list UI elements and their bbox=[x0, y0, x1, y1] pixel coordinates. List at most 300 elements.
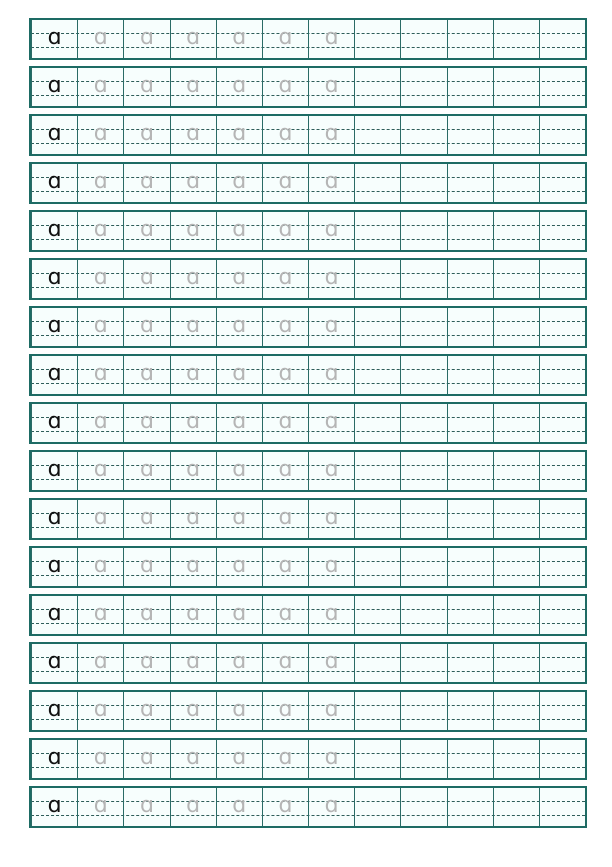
trace-letter: ɑ bbox=[278, 217, 293, 242]
trace-letter: ɑ bbox=[93, 697, 108, 722]
model-letter: ɑ bbox=[47, 361, 62, 386]
trace-letter-cell[interactable] bbox=[216, 116, 262, 154]
blank-writing-cell[interactable] bbox=[447, 644, 493, 682]
trace-letter: ɑ bbox=[186, 601, 201, 626]
trace-letter: ɑ bbox=[278, 793, 293, 818]
trace-letter: ɑ bbox=[93, 121, 108, 146]
trace-letter-cell[interactable] bbox=[216, 212, 262, 250]
trace-letter-cell[interactable] bbox=[77, 452, 123, 490]
trace-letter: ɑ bbox=[278, 409, 293, 434]
trace-letter-cell[interactable] bbox=[216, 740, 262, 778]
trace-letter-cell[interactable] bbox=[262, 692, 308, 730]
handwriting-practice-sheet bbox=[29, 18, 587, 834]
blank-writing-cell[interactable] bbox=[400, 740, 446, 778]
trace-letter-cell[interactable] bbox=[262, 68, 308, 106]
model-letter-cell[interactable] bbox=[31, 452, 77, 490]
blank-writing-cell[interactable] bbox=[447, 164, 493, 202]
trace-letter: ɑ bbox=[278, 601, 293, 626]
trace-letter: ɑ bbox=[186, 73, 201, 98]
trace-letter-cell[interactable] bbox=[123, 692, 169, 730]
trace-letter-cell[interactable] bbox=[170, 500, 216, 538]
trace-letter: ɑ bbox=[324, 553, 339, 578]
trace-letter: ɑ bbox=[186, 649, 201, 674]
trace-letter-cell[interactable] bbox=[262, 164, 308, 202]
trace-letter-cell[interactable] bbox=[123, 596, 169, 634]
blank-writing-cell[interactable] bbox=[400, 692, 446, 730]
blank-writing-cell[interactable] bbox=[539, 644, 585, 682]
trace-letter-cell[interactable] bbox=[216, 308, 262, 346]
model-letter-cell[interactable] bbox=[31, 308, 77, 346]
blank-writing-cell[interactable] bbox=[400, 788, 446, 826]
blank-writing-cell[interactable] bbox=[400, 356, 446, 394]
trace-letter-cell[interactable] bbox=[170, 788, 216, 826]
model-letter: ɑ bbox=[47, 121, 62, 146]
blank-writing-cell[interactable] bbox=[447, 596, 493, 634]
trace-letter: ɑ bbox=[324, 505, 339, 530]
trace-letter-cell[interactable] bbox=[262, 404, 308, 442]
blank-writing-cell[interactable] bbox=[354, 788, 400, 826]
trace-letter: ɑ bbox=[93, 169, 108, 194]
trace-letter-cell[interactable] bbox=[123, 356, 169, 394]
blank-writing-cell[interactable] bbox=[400, 260, 446, 298]
blank-writing-cell[interactable] bbox=[539, 452, 585, 490]
practice-row bbox=[29, 258, 587, 300]
trace-letter: ɑ bbox=[139, 601, 154, 626]
trace-letter-cell[interactable] bbox=[308, 212, 354, 250]
trace-letter-cell[interactable] bbox=[123, 20, 169, 58]
trace-letter: ɑ bbox=[139, 409, 154, 434]
trace-letter-cell[interactable] bbox=[77, 404, 123, 442]
trace-letter-cell[interactable] bbox=[262, 356, 308, 394]
trace-letter-cell[interactable] bbox=[123, 644, 169, 682]
practice-row bbox=[29, 162, 587, 204]
blank-writing-cell[interactable] bbox=[447, 260, 493, 298]
model-letter-cell[interactable] bbox=[31, 164, 77, 202]
trace-letter: ɑ bbox=[232, 553, 247, 578]
trace-letter: ɑ bbox=[324, 361, 339, 386]
blank-writing-cell[interactable] bbox=[493, 692, 539, 730]
blank-writing-cell[interactable] bbox=[493, 212, 539, 250]
trace-letter-cell[interactable] bbox=[123, 788, 169, 826]
trace-letter-cell[interactable] bbox=[216, 644, 262, 682]
practice-row bbox=[29, 402, 587, 444]
blank-writing-cell[interactable] bbox=[354, 212, 400, 250]
practice-row bbox=[29, 66, 587, 108]
trace-letter: ɑ bbox=[278, 169, 293, 194]
trace-letter: ɑ bbox=[278, 697, 293, 722]
trace-letter: ɑ bbox=[139, 505, 154, 530]
blank-writing-cell[interactable] bbox=[539, 356, 585, 394]
trace-letter-cell[interactable] bbox=[170, 20, 216, 58]
blank-writing-cell[interactable] bbox=[539, 212, 585, 250]
trace-letter-cell[interactable] bbox=[216, 68, 262, 106]
trace-letter-cell[interactable] bbox=[308, 548, 354, 586]
trace-letter: ɑ bbox=[278, 457, 293, 482]
blank-writing-cell[interactable] bbox=[493, 596, 539, 634]
model-letter: ɑ bbox=[47, 409, 62, 434]
trace-letter-cell[interactable] bbox=[262, 260, 308, 298]
blank-writing-cell[interactable] bbox=[447, 788, 493, 826]
blank-writing-cell[interactable] bbox=[493, 548, 539, 586]
model-letter-cell[interactable] bbox=[31, 548, 77, 586]
trace-letter: ɑ bbox=[186, 793, 201, 818]
trace-letter-cell[interactable] bbox=[170, 740, 216, 778]
blank-writing-cell[interactable] bbox=[539, 740, 585, 778]
trace-letter: ɑ bbox=[93, 457, 108, 482]
trace-letter-cell[interactable] bbox=[308, 644, 354, 682]
blank-writing-cell[interactable] bbox=[447, 500, 493, 538]
blank-writing-cell[interactable] bbox=[354, 356, 400, 394]
blank-writing-cell[interactable] bbox=[493, 500, 539, 538]
blank-writing-cell[interactable] bbox=[493, 20, 539, 58]
practice-row bbox=[29, 690, 587, 732]
trace-letter-cell[interactable] bbox=[123, 116, 169, 154]
trace-letter: ɑ bbox=[186, 409, 201, 434]
blank-writing-cell[interactable] bbox=[539, 500, 585, 538]
trace-letter-cell[interactable] bbox=[216, 452, 262, 490]
blank-writing-cell[interactable] bbox=[493, 452, 539, 490]
blank-writing-cell[interactable] bbox=[447, 404, 493, 442]
blank-writing-cell[interactable] bbox=[354, 740, 400, 778]
model-letter: ɑ bbox=[47, 553, 62, 578]
trace-letter: ɑ bbox=[324, 265, 339, 290]
practice-row bbox=[29, 114, 587, 156]
trace-letter-cell[interactable] bbox=[216, 500, 262, 538]
blank-writing-cell[interactable] bbox=[539, 404, 585, 442]
blank-writing-cell[interactable] bbox=[493, 308, 539, 346]
trace-letter: ɑ bbox=[186, 745, 201, 770]
trace-letter-cell[interactable] bbox=[170, 548, 216, 586]
trace-letter: ɑ bbox=[278, 553, 293, 578]
model-letter-cell[interactable] bbox=[31, 20, 77, 58]
practice-row bbox=[29, 546, 587, 588]
trace-letter-cell[interactable] bbox=[308, 356, 354, 394]
model-letter-cell[interactable] bbox=[31, 212, 77, 250]
trace-letter-cell[interactable] bbox=[170, 644, 216, 682]
blank-writing-cell[interactable] bbox=[493, 68, 539, 106]
model-letter-cell[interactable] bbox=[31, 788, 77, 826]
practice-row bbox=[29, 786, 587, 828]
trace-letter: ɑ bbox=[139, 313, 154, 338]
trace-letter-cell[interactable] bbox=[216, 596, 262, 634]
trace-letter-cell[interactable] bbox=[170, 356, 216, 394]
trace-letter-cell[interactable] bbox=[308, 788, 354, 826]
trace-letter-cell[interactable] bbox=[308, 692, 354, 730]
trace-letter-cell[interactable] bbox=[216, 356, 262, 394]
trace-letter-cell[interactable] bbox=[123, 500, 169, 538]
trace-letter-cell[interactable] bbox=[262, 548, 308, 586]
trace-letter-cell[interactable] bbox=[308, 596, 354, 634]
trace-letter: ɑ bbox=[324, 73, 339, 98]
trace-letter: ɑ bbox=[93, 745, 108, 770]
model-letter: ɑ bbox=[47, 217, 62, 242]
blank-writing-cell[interactable] bbox=[493, 164, 539, 202]
trace-letter: ɑ bbox=[232, 169, 247, 194]
trace-letter-cell[interactable] bbox=[308, 740, 354, 778]
trace-letter: ɑ bbox=[139, 25, 154, 50]
blank-writing-cell[interactable] bbox=[447, 356, 493, 394]
blank-writing-cell[interactable] bbox=[400, 404, 446, 442]
practice-row bbox=[29, 738, 587, 780]
trace-letter-cell[interactable] bbox=[216, 260, 262, 298]
model-letter: ɑ bbox=[47, 601, 62, 626]
blank-writing-cell[interactable] bbox=[447, 308, 493, 346]
model-letter: ɑ bbox=[47, 265, 62, 290]
trace-letter-cell[interactable] bbox=[308, 260, 354, 298]
trace-letter-cell[interactable] bbox=[216, 692, 262, 730]
model-letter: ɑ bbox=[47, 697, 62, 722]
blank-writing-cell[interactable] bbox=[400, 500, 446, 538]
blank-writing-cell[interactable] bbox=[354, 116, 400, 154]
blank-writing-cell[interactable] bbox=[400, 596, 446, 634]
model-letter-cell[interactable] bbox=[31, 356, 77, 394]
trace-letter: ɑ bbox=[232, 697, 247, 722]
model-letter-cell[interactable] bbox=[31, 116, 77, 154]
trace-letter: ɑ bbox=[324, 409, 339, 434]
trace-letter-cell[interactable] bbox=[77, 692, 123, 730]
trace-letter-cell[interactable] bbox=[262, 788, 308, 826]
trace-letter: ɑ bbox=[139, 649, 154, 674]
trace-letter: ɑ bbox=[232, 457, 247, 482]
trace-letter-cell[interactable] bbox=[77, 548, 123, 586]
blank-writing-cell[interactable] bbox=[400, 20, 446, 58]
trace-letter-cell[interactable] bbox=[123, 548, 169, 586]
trace-letter: ɑ bbox=[324, 745, 339, 770]
trace-letter-cell[interactable] bbox=[262, 500, 308, 538]
trace-letter: ɑ bbox=[324, 457, 339, 482]
blank-writing-cell[interactable] bbox=[400, 212, 446, 250]
trace-letter: ɑ bbox=[93, 361, 108, 386]
trace-letter: ɑ bbox=[232, 73, 247, 98]
trace-letter: ɑ bbox=[324, 217, 339, 242]
trace-letter: ɑ bbox=[232, 265, 247, 290]
blank-writing-cell[interactable] bbox=[493, 116, 539, 154]
practice-row bbox=[29, 498, 587, 540]
trace-letter-cell[interactable] bbox=[308, 452, 354, 490]
blank-writing-cell[interactable] bbox=[354, 260, 400, 298]
model-letter-cell[interactable] bbox=[31, 596, 77, 634]
trace-letter: ɑ bbox=[278, 313, 293, 338]
trace-letter-cell[interactable] bbox=[216, 20, 262, 58]
trace-letter: ɑ bbox=[232, 649, 247, 674]
trace-letter-cell[interactable] bbox=[77, 164, 123, 202]
trace-letter-cell[interactable] bbox=[262, 740, 308, 778]
blank-writing-cell[interactable] bbox=[447, 212, 493, 250]
blank-writing-cell[interactable] bbox=[539, 116, 585, 154]
trace-letter-cell[interactable] bbox=[170, 452, 216, 490]
blank-writing-cell[interactable] bbox=[539, 20, 585, 58]
trace-letter-cell[interactable] bbox=[77, 788, 123, 826]
trace-letter: ɑ bbox=[232, 313, 247, 338]
model-letter-cell[interactable] bbox=[31, 260, 77, 298]
trace-letter-cell[interactable] bbox=[170, 692, 216, 730]
blank-writing-cell[interactable] bbox=[354, 452, 400, 490]
trace-letter-cell[interactable] bbox=[216, 164, 262, 202]
blank-writing-cell[interactable] bbox=[354, 548, 400, 586]
model-letter-cell[interactable] bbox=[31, 644, 77, 682]
blank-writing-cell[interactable] bbox=[354, 692, 400, 730]
trace-letter-cell[interactable] bbox=[262, 644, 308, 682]
trace-letter: ɑ bbox=[324, 793, 339, 818]
blank-writing-cell[interactable] bbox=[539, 692, 585, 730]
trace-letter: ɑ bbox=[232, 505, 247, 530]
trace-letter-cell[interactable] bbox=[170, 596, 216, 634]
blank-writing-cell[interactable] bbox=[400, 164, 446, 202]
trace-letter-cell[interactable] bbox=[77, 596, 123, 634]
trace-letter-cell[interactable] bbox=[262, 116, 308, 154]
blank-writing-cell[interactable] bbox=[539, 164, 585, 202]
trace-letter: ɑ bbox=[232, 121, 247, 146]
model-letter: ɑ bbox=[47, 25, 62, 50]
trace-letter-cell[interactable] bbox=[308, 164, 354, 202]
model-letter-cell[interactable] bbox=[31, 404, 77, 442]
blank-writing-cell[interactable] bbox=[493, 404, 539, 442]
blank-writing-cell[interactable] bbox=[539, 308, 585, 346]
blank-writing-cell[interactable] bbox=[447, 692, 493, 730]
practice-row bbox=[29, 450, 587, 492]
trace-letter-cell[interactable] bbox=[123, 452, 169, 490]
trace-letter: ɑ bbox=[232, 601, 247, 626]
blank-writing-cell[interactable] bbox=[447, 68, 493, 106]
blank-writing-cell[interactable] bbox=[539, 596, 585, 634]
blank-writing-cell[interactable] bbox=[447, 740, 493, 778]
blank-writing-cell[interactable] bbox=[493, 788, 539, 826]
trace-letter-cell[interactable] bbox=[123, 404, 169, 442]
trace-letter-cell[interactable] bbox=[170, 404, 216, 442]
trace-letter-cell[interactable] bbox=[308, 308, 354, 346]
blank-writing-cell[interactable] bbox=[493, 740, 539, 778]
trace-letter-cell[interactable] bbox=[170, 68, 216, 106]
blank-writing-cell[interactable] bbox=[539, 68, 585, 106]
trace-letter: ɑ bbox=[186, 553, 201, 578]
trace-letter: ɑ bbox=[139, 217, 154, 242]
trace-letter: ɑ bbox=[139, 553, 154, 578]
trace-letter: ɑ bbox=[93, 601, 108, 626]
trace-letter: ɑ bbox=[139, 169, 154, 194]
trace-letter-cell[interactable] bbox=[262, 20, 308, 58]
trace-letter-cell[interactable] bbox=[123, 740, 169, 778]
blank-writing-cell[interactable] bbox=[539, 788, 585, 826]
trace-letter: ɑ bbox=[186, 361, 201, 386]
trace-letter: ɑ bbox=[278, 745, 293, 770]
blank-writing-cell[interactable] bbox=[400, 308, 446, 346]
blank-writing-cell[interactable] bbox=[354, 20, 400, 58]
blank-writing-cell[interactable] bbox=[447, 20, 493, 58]
model-letter: ɑ bbox=[47, 505, 62, 530]
trace-letter-cell[interactable] bbox=[262, 212, 308, 250]
trace-letter-cell[interactable] bbox=[308, 20, 354, 58]
blank-writing-cell[interactable] bbox=[400, 644, 446, 682]
trace-letter-cell[interactable] bbox=[123, 164, 169, 202]
trace-letter: ɑ bbox=[139, 697, 154, 722]
model-letter: ɑ bbox=[47, 313, 62, 338]
trace-letter-cell[interactable] bbox=[77, 260, 123, 298]
trace-letter-cell[interactable] bbox=[216, 548, 262, 586]
trace-letter-cell[interactable] bbox=[308, 68, 354, 106]
blank-writing-cell[interactable] bbox=[539, 548, 585, 586]
trace-letter-cell[interactable] bbox=[170, 116, 216, 154]
blank-writing-cell[interactable] bbox=[400, 548, 446, 586]
trace-letter: ɑ bbox=[324, 313, 339, 338]
blank-writing-cell[interactable] bbox=[493, 356, 539, 394]
trace-letter-cell[interactable] bbox=[262, 308, 308, 346]
practice-row bbox=[29, 594, 587, 636]
blank-writing-cell[interactable] bbox=[354, 644, 400, 682]
blank-writing-cell[interactable] bbox=[354, 308, 400, 346]
blank-writing-cell[interactable] bbox=[493, 260, 539, 298]
trace-letter-cell[interactable] bbox=[170, 260, 216, 298]
trace-letter-cell[interactable] bbox=[77, 356, 123, 394]
trace-letter-cell[interactable] bbox=[170, 164, 216, 202]
blank-writing-cell[interactable] bbox=[354, 500, 400, 538]
trace-letter-cell[interactable] bbox=[77, 644, 123, 682]
model-letter-cell[interactable] bbox=[31, 692, 77, 730]
trace-letter: ɑ bbox=[93, 553, 108, 578]
blank-writing-cell[interactable] bbox=[354, 164, 400, 202]
trace-letter-cell[interactable] bbox=[77, 308, 123, 346]
blank-writing-cell[interactable] bbox=[400, 452, 446, 490]
trace-letter: ɑ bbox=[93, 793, 108, 818]
model-letter-cell[interactable] bbox=[31, 68, 77, 106]
trace-letter: ɑ bbox=[93, 73, 108, 98]
trace-letter: ɑ bbox=[186, 217, 201, 242]
trace-letter: ɑ bbox=[232, 409, 247, 434]
trace-letter-cell[interactable] bbox=[262, 596, 308, 634]
trace-letter-cell[interactable] bbox=[77, 116, 123, 154]
blank-writing-cell[interactable] bbox=[493, 644, 539, 682]
trace-letter: ɑ bbox=[232, 25, 247, 50]
trace-letter: ɑ bbox=[324, 169, 339, 194]
trace-letter-cell[interactable] bbox=[308, 404, 354, 442]
blank-writing-cell[interactable] bbox=[400, 116, 446, 154]
trace-letter-cell[interactable] bbox=[216, 404, 262, 442]
trace-letter-cell[interactable] bbox=[262, 452, 308, 490]
model-letter-cell[interactable] bbox=[31, 500, 77, 538]
model-letter: ɑ bbox=[47, 73, 62, 98]
trace-letter-cell[interactable] bbox=[308, 500, 354, 538]
trace-letter-cell[interactable] bbox=[216, 788, 262, 826]
blank-writing-cell[interactable] bbox=[354, 68, 400, 106]
blank-writing-cell[interactable] bbox=[354, 596, 400, 634]
practice-row bbox=[29, 210, 587, 252]
blank-writing-cell[interactable] bbox=[447, 548, 493, 586]
blank-writing-cell[interactable] bbox=[400, 68, 446, 106]
blank-writing-cell[interactable] bbox=[447, 116, 493, 154]
blank-writing-cell[interactable] bbox=[354, 404, 400, 442]
blank-writing-cell[interactable] bbox=[447, 452, 493, 490]
blank-writing-cell[interactable] bbox=[539, 260, 585, 298]
trace-letter-cell[interactable] bbox=[77, 500, 123, 538]
trace-letter: ɑ bbox=[232, 745, 247, 770]
trace-letter: ɑ bbox=[93, 649, 108, 674]
trace-letter-cell[interactable] bbox=[123, 260, 169, 298]
model-letter-cell[interactable] bbox=[31, 740, 77, 778]
trace-letter: ɑ bbox=[139, 457, 154, 482]
trace-letter-cell[interactable] bbox=[77, 20, 123, 58]
trace-letter-cell[interactable] bbox=[77, 212, 123, 250]
trace-letter-cell[interactable] bbox=[77, 68, 123, 106]
trace-letter: ɑ bbox=[324, 697, 339, 722]
trace-letter-cell[interactable] bbox=[170, 308, 216, 346]
trace-letter-cell[interactable] bbox=[308, 116, 354, 154]
trace-letter-cell[interactable] bbox=[123, 68, 169, 106]
trace-letter-cell[interactable] bbox=[123, 308, 169, 346]
trace-letter-cell[interactable] bbox=[123, 212, 169, 250]
model-letter: ɑ bbox=[47, 793, 62, 818]
trace-letter-cell[interactable] bbox=[170, 212, 216, 250]
trace-letter-cell[interactable] bbox=[77, 740, 123, 778]
trace-letter: ɑ bbox=[93, 313, 108, 338]
